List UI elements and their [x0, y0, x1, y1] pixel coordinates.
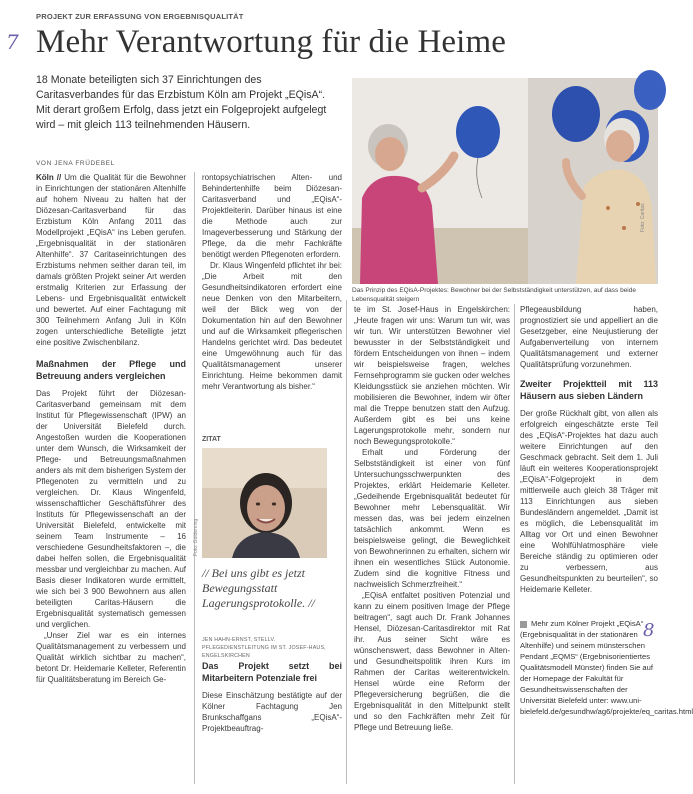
- column-divider: [514, 304, 515, 784]
- photo-credit-main: Foto: Caritas: [640, 203, 646, 232]
- photo-caption: Das Prinzip des EQisA-Projektes: Bewohner bei der Selbstständigkeit unterstützen, auf dass beide Lebensqualität steigern: [352, 287, 636, 303]
- column-2-lower: [202, 660, 342, 734]
- paragraph: „Unser Ziel war es ein internes Qualitätsmanagement zu verbessern und Qualität wirklich sichtbar zu machen“, betont Dr. Heidemarie Kelleter, Referentin für Qualitätsberatung im Bereich Ge-: [36, 631, 186, 684]
- paragraph: rontopsychiatrischen Alten- und Behindertenhilfe beim Diözesan-Caritasverband und „EQisA“-Projektleiterin. Darüber hinaus ist eine die Methode auch zur Imageverbesserung und Stärkung der Pflege, da die mehr Fachkräfte benötigt werden Pflegenoten erfordern.: [202, 173, 342, 259]
- box-mark: 8: [643, 620, 655, 641]
- pull-quote: // Bei uns gibt es jetzt Bewegungsstatt Lagerungsprotokolle. //: [202, 566, 315, 610]
- paragraph: Diese Einschätzung bestätigte auf der Kölner Fachtagung Jen Brunkschaffgans „EQisA“-Projektbeauftrag-: [202, 691, 342, 733]
- info-box: [520, 618, 693, 717]
- column-divider: [346, 300, 347, 784]
- info-text: Mehr zum Kölner Projekt „EQisA“ (Ergebnisqualität in der stationären Altenhilfe) und seinem münsterschen Pendant „EQMS“ (Ergebnisorientiertes Qualitätsmodell Münster) finden Sie auf der Homepage der Fakultät für Gesundheitswissenschaften der Universität Bielefeld unter: www.uni-bielefeld.de/gesundhw/ag6/projekte/eq_caritas.html: [520, 619, 693, 716]
- column-3: [354, 304, 510, 733]
- seniors-balloon-illustration: [352, 78, 658, 284]
- subhead-1: Maßnahmen der Pflege und Betreuung anders vergleichen: [36, 359, 186, 381]
- margin-mark: 7: [6, 30, 19, 54]
- subhead-3: Zweiter Projektteil mit 113 Häusern aus sieben Ländern: [520, 379, 658, 401]
- headline: Mehr Verantwortung für die Heime: [36, 24, 506, 60]
- column-4: [520, 304, 658, 595]
- zitat-label: ZITAT: [202, 436, 221, 443]
- quote-source: JEN HAHN-ERNST, STELLV. PFLEGEDIENSTLEITUNG IM ST. JOSEF-HAUS, ENGELSKIRCHEN: [202, 637, 326, 659]
- paragraph: Dr. Klaus Wingenfeld pflichtet ihr bei: „Die Arbeit mit den Gesundheitsindikatoren erfordert eine neue Denken von den Mitarbeitern, weil der Blick weg von der Dokumentation hin auf den Bewohner und auf die Wirksamkeit pflegerischen Handelns gerichtet wird. Das bedeutet eine Umgewöhnung auch für das Qualitätsmanagement unserer Einrichtung. Heime bekommen damit mehr Verantwortung als bisher.“: [202, 261, 342, 391]
- main-photo: [352, 78, 658, 284]
- dateline: Köln //: [36, 173, 62, 182]
- lead-text: 18 Monate beteiligten sich 37 Einrichtungen des Caritasverbandes für das Erzbistum Köln am Projekt „EQisA“. Mit derart großem Erfolg, dass jetzt ein Folgeprojekt aufgelegt wird – mit gleich 113 teilnehmenden Häusern.: [36, 74, 327, 131]
- paragraph: Das Projekt führt der Diözesan-Caritasverband gemeinsam mit dem Institut für Pflegewissenschaft (IPW) an der Universität Bielefeld durch. Angestoßen wurden die Kooperationen unter dem Wunsch, die Wirksamkeit der Pflege- und Betreuungsmaßnahmen anders als mit dem bisherigen System der Pflegenoten zu vermitteln und zu vergleichen. Dr. Klaus Wingenfeld, wissenschaftlicher Geschäftsführer des Instituts für Pflegewissenschaft an der Universität Bielefeld, entwickelte mit seinem Team Instrumente – 16 verschiedene Gesundheitsfaktoren –, die dabei helfen sollen, die Ergebnisqualität messbar und vergleichbar zu machen. Auf Basis dieser Indikatoren wurde ermittelt, wie sich bei 3 900 Bewohnern aus allen beteiligten Caritas-Häusern die Ergebnisqualität systematisch gemessen und verglichen.: [36, 389, 186, 629]
- paragraph: te im St. Josef-Haus in Engelskirchen: „Heute fragen wir uns: Warum tun wir, was wir tun. Wir unterstützen Bewohner viel bewusster in der Selbstständigkeit und fördern Entscheidungen von ihnen – indem wir beispielsweise fragen, welches Fernsehprogramm sie gucken oder welches Kleidungsstück sie anziehen möchten. Wir mobilisieren die Bewohner, indem wir öfter mal die Treppe benutzen statt den Aufzug. Außerdem gibt es bei uns keine Lagerungsprotokolle mehr, sondern nur noch Bewegungsprotokolle.“: [354, 305, 510, 446]
- photo-credit-side: Foto: Güldenring: [193, 518, 199, 556]
- info-bullet-icon: [520, 621, 527, 628]
- paragraph: Der große Rückhalt gibt, von allen als erfolgreich eingeschätzte erste Teil des „EQisA“-Projektes hat dazu auch weitere Einrichtungen auf den Geschmack gebracht. Seit dem 1. Juli läuft ein weiteres Kooperationsprojekt „EQisA“-Folgeprojekt in dem mittlerweile auch gleich 38 Träger mit 113 Einrichtungen aus sieben Bundesländern angemeldet. „Damit ist es möglich, die Lebensqualität im Alltag vor Ort und einen Bewohner eine Wohlfühlatmosphäre viele Bereiche ständig zu optimieren oder zu verbessern, aus Gesundheitspunkten zu beurteilen“, so Heidemarie Kelleter.: [520, 409, 658, 594]
- author-byline: VON JENA FRÜDEBEL: [36, 160, 115, 167]
- paragraph: „EQisA entfaltet positiven Potenzial und kann zu einem positiven Image der Pflege beitragen“, sagt auch Dr. Frank Johannes Hensel, Diözesan-Caritasdirektor mit Rat ihr. Aus seiner Sicht wäre es wünschenswert, dass Bewohner in Alten- und Gesundheitspolitik ihren Kurs im Rahmen der Caritas weiterentwickeln. Hensel würde eine Reform der Pflegeversicherung begrüßen, die die Ergebnisqualität in den Mittelpunkt stellt und so den Fachkräften mehr Zeit für Pflege und Betreuung ließe.: [354, 591, 510, 732]
- column-divider: [194, 172, 195, 784]
- paragraph: Pflegeausbildung haben, prognostiziert sie und appelliert an die Gesetzgeber, eine Neujustierung der Aufgabenverteilung von internem Qualitätsmanagement und externer Qualitätsprüfung vorzunehmen.: [520, 305, 658, 369]
- portrait-illustration: [202, 448, 327, 558]
- portrait-photo: [202, 448, 327, 558]
- column-2: [202, 172, 342, 392]
- column-1: [36, 172, 186, 685]
- subhead-2: Das Projekt setzt bei Mitarbeitern Potenziale frei: [202, 661, 342, 683]
- paragraph: Erhalt und Förderung der Selbstständigkeit ist einer von fünf Untersuchungsschwerpunkten des Projektes, erklärt Heidemarie Kelleter. „Gedeihende Ergebnisqualität bedeutet für Bewohner mehr Lebensqualität. Wir messen das, was bei jedem einzelnen tatsächlich ankommt. Wenn es beispielsweise gelingt, die Beweglichkeit von Bewohnerinnen zu erhalten, sichern wir ihnen ein wesentliches Stück Autonomie. Zudem sind die kognitive Fitness und nachweislich Schmerzfreiheit.“: [354, 448, 510, 589]
- intro-paragraph: Um die Qualität für die Bewohner in Einrichtungen der stationären Altenhilfe auf hohem Niveau zu halten hat der Diözesan-Caritasverband für das Erzbistum Köln Anfang 2011 das Modellprojekt „EQisA“ ins Leben gerufen. „Ergebnisqualität in der stationären Altenhilfe“. 37 Caritaseinrichtungen des Erzbistums nehmen seither daran teil, im damals größten Projekt seiner Art werden erstmalig Kriterien zur Erfassung der Lebens- und Ergebnisqualität entwickelt und bewertet. Auf einer Fachtagung mit 300 Teilnehmern Anfang Juli in Köln zogen unterschiedliche Beteiligte jetzt eine positive Zwischenbilanz.: [36, 173, 186, 347]
- kicker: PROJEKT ZUR ERFASSUNG VON ERGEBNISQUALITÄT: [36, 12, 244, 21]
